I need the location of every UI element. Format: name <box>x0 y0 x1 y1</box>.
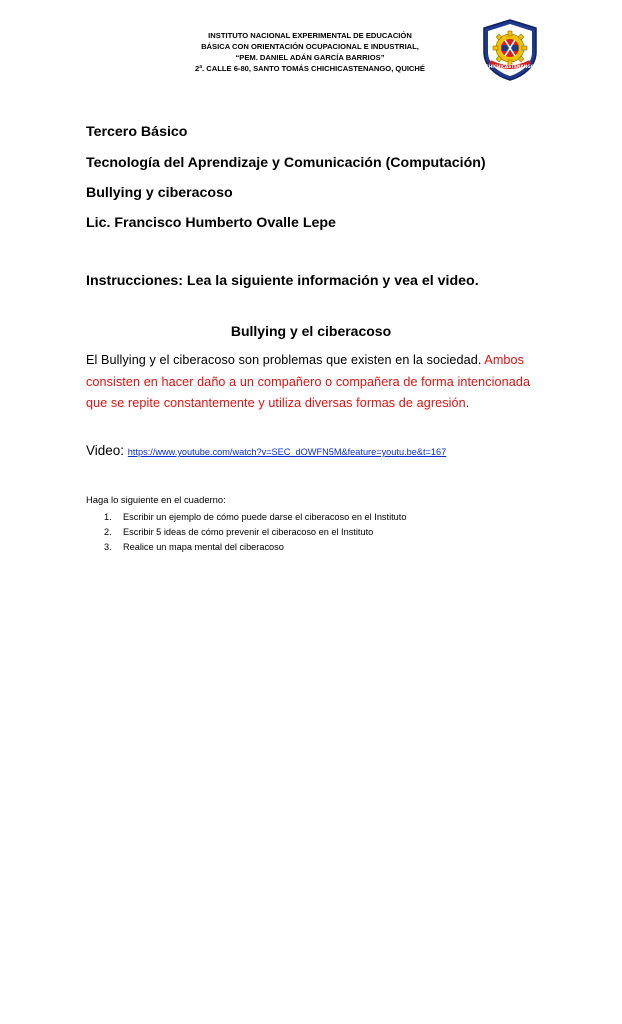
school-logo <box>476 18 544 82</box>
grade-label: Tercero Básico <box>86 124 188 140</box>
teacher-label: Lic. Francisco Humberto Ovalle Lepe <box>86 215 336 231</box>
header-line-4: 2ª. CALLE 6-80, SANTO TOMÁS CHICHICASTENANGO, QUICHÉ <box>195 64 425 73</box>
instructions-line: Instrucciones: Lea la siguiente información y vea el video. <box>86 273 479 289</box>
homework-intro: Haga lo siguiente en el cuaderno: <box>86 494 226 505</box>
school-header <box>150 30 470 74</box>
document-title: Bullying y el ciberacoso <box>230 323 392 339</box>
header-line-2: BÁSICA CON ORIENTACIÓN OCUPACIONAL E INDUSTRIAL, <box>201 42 419 51</box>
svg-text:CHICHICASTENANGO: CHICHICASTENANGO <box>485 64 535 69</box>
topic-label: Bullying y ciberacoso <box>86 185 233 201</box>
video-label: Video: <box>86 443 128 458</box>
list-item: 1. Escribir un ejemplo de cómo puede darse el ciberacoso en el Instituto <box>104 512 407 522</box>
video-line <box>86 443 446 458</box>
paragraph-end: . <box>465 396 470 410</box>
paragraph-highlight-text: Ambos consisten en hacer daño a un compañero o compañera de forma intencionada que se repite constantemente y utiliza diversas formas de agresión <box>86 353 531 410</box>
paragraph-normal-text: El Bullying y el ciberacoso son problemas que existen en la sociedad. <box>86 353 485 367</box>
subject-label: Tecnología del Aprendizaje y Comunicación (Computación) <box>86 155 486 171</box>
header-line-1: INSTITUTO NACIONAL EXPERIMENTAL DE EDUCACIÓN <box>208 31 412 40</box>
definition-paragraph <box>86 350 542 415</box>
header-line-3: “PEM. DANIEL ADÁN GARCÍA BARRIOS” <box>235 53 385 62</box>
list-item: 2. Escribir 5 ideas de cómo prevenir el ciberacoso en el Instituto <box>104 527 374 537</box>
video-link[interactable]: https://www.youtube.com/watch?v=SEC_dOWFN5M&feature=youtu.be&t=167 <box>127 447 447 457</box>
list-item: 3. Realice un mapa mental del ciberacoso <box>104 542 284 552</box>
homework-list <box>104 510 406 555</box>
